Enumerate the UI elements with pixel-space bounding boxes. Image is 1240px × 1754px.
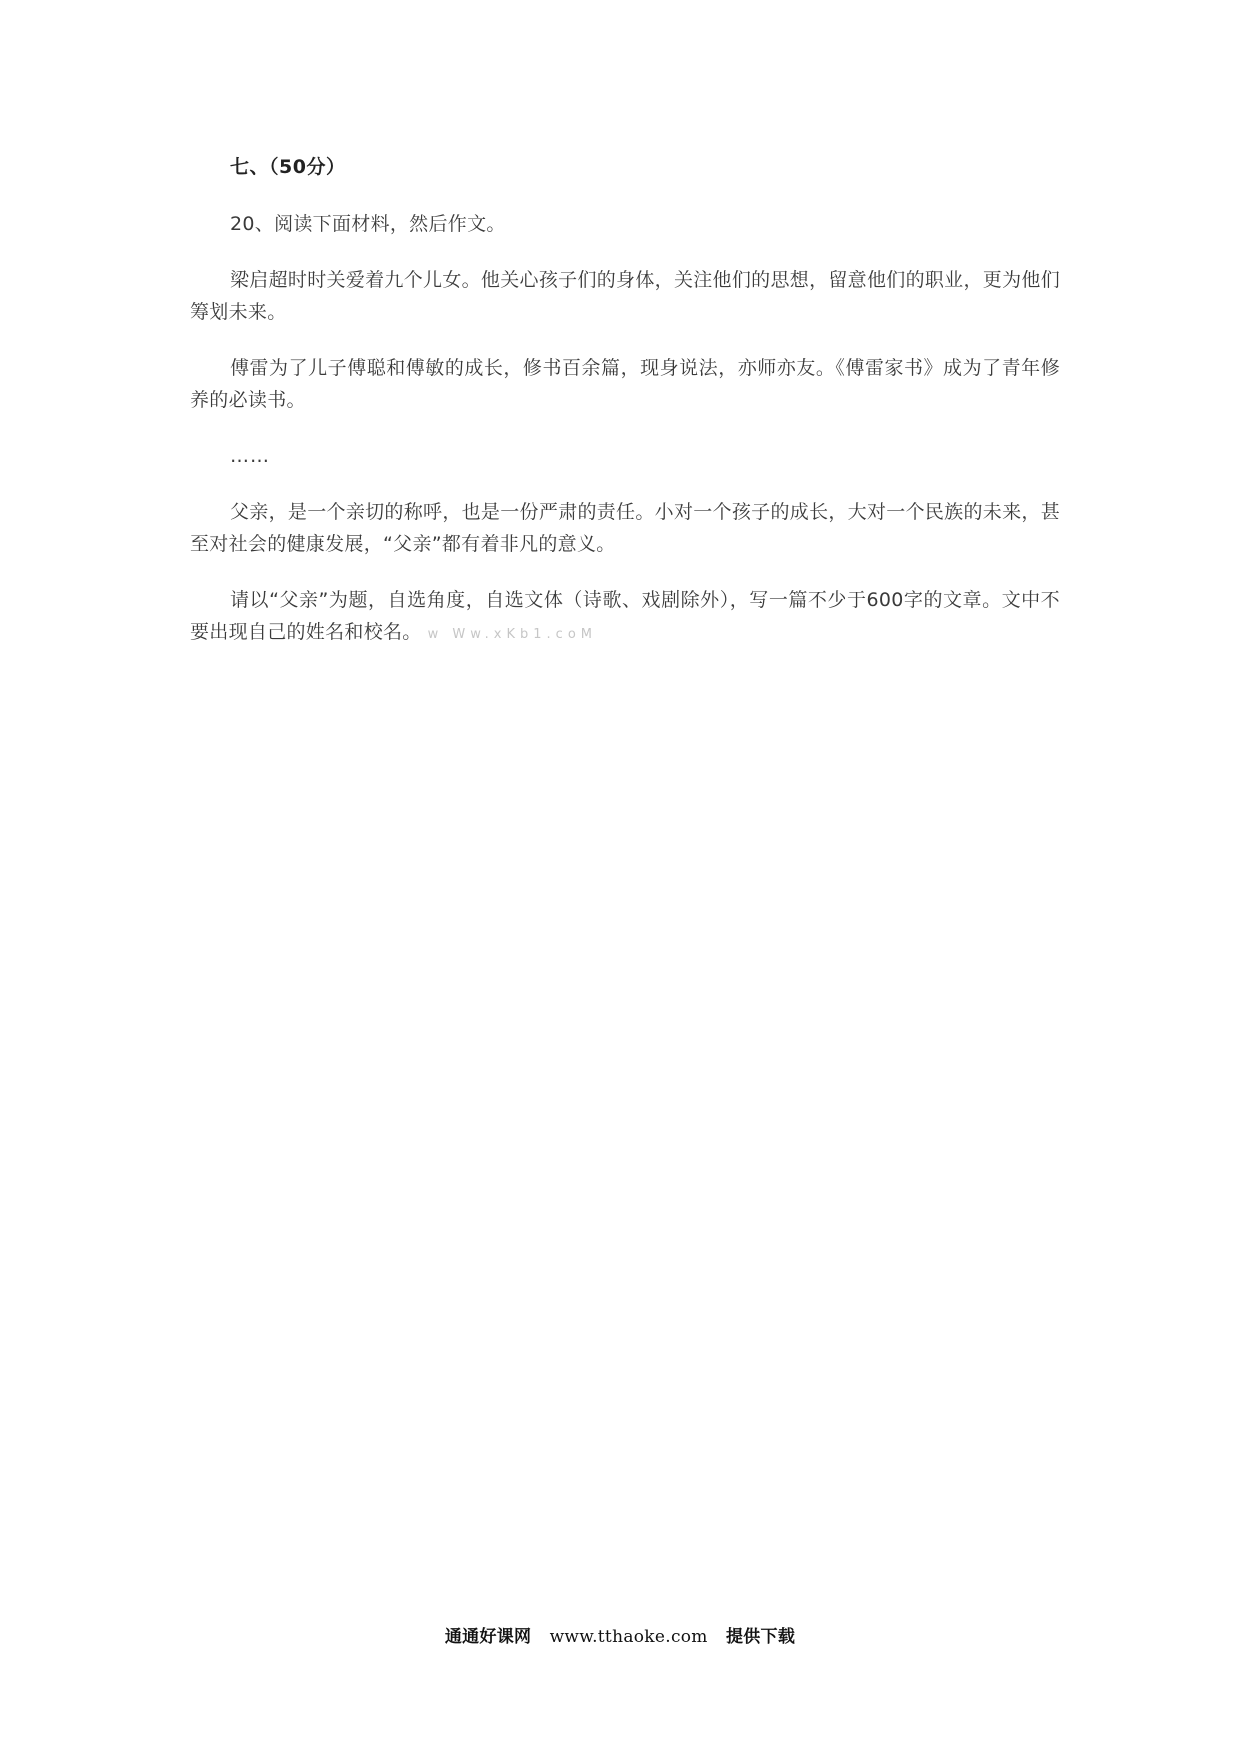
writing-instruction-text: 请以“父亲”为题，自选角度，自选文体（诗歌、戏剧除外），写一篇不少于600字的文章。文中不要出现自己的姓名和校名。 — [190, 589, 1060, 643]
footer-url-link[interactable]: www.tthaoke.com — [549, 1627, 708, 1647]
document-content — [190, 150, 1060, 675]
writing-instruction — [190, 584, 1060, 651]
material-ellipsis: …… — [230, 445, 270, 467]
footer-suffix: 提供下载 — [725, 1627, 796, 1647]
page-footer — [0, 1622, 1240, 1647]
material-paragraph-fu: 傅雷为了儿子傅聪和傅敏的成长，修书百余篇，现身说法，亦师亦友。《傅雷家书》成为了青年修养的必读书。 — [190, 357, 1060, 411]
footer-site-name: 通通好课网 — [444, 1627, 532, 1647]
section-heading: 七、（50分） — [230, 156, 346, 178]
watermark-text: w Ww.xKb1.coM — [427, 627, 597, 642]
material-paragraph-liang: 梁启超时时关爱着九个儿女。他关心孩子们的身体，关注他们的思想，留意他们的职业，更为他们筹划未来。 — [190, 269, 1060, 323]
question-prompt: 20、阅读下面材料，然后作文。 — [230, 213, 506, 235]
material-paragraph-father: 父亲，是一个亲切的称呼，也是一份严肃的责任。小对一个孩子的成长，大对一个民族的未来，甚至对社会的健康发展，“父亲”都有着非凡的意义。 — [190, 501, 1060, 555]
